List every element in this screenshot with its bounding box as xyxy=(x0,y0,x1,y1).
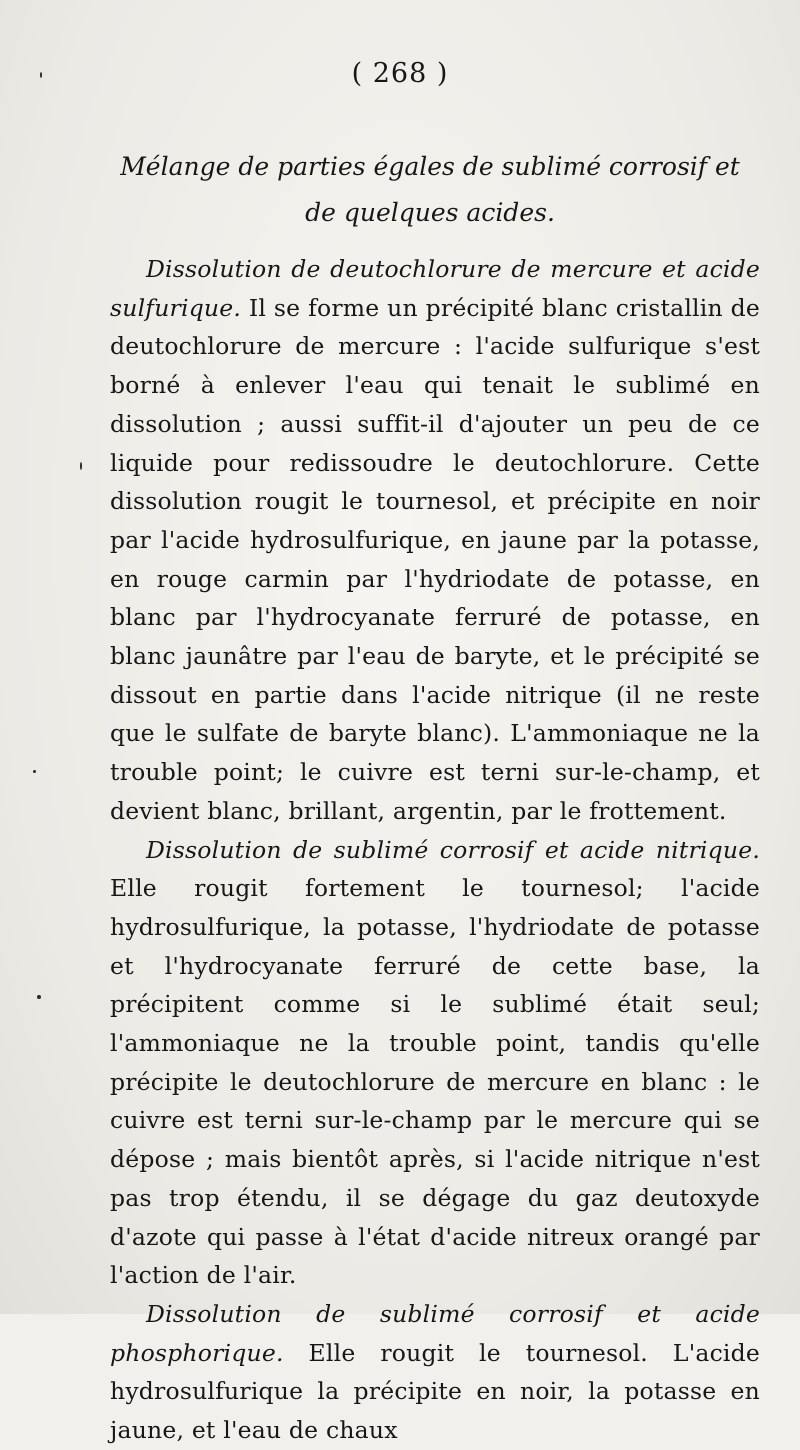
ink-speck xyxy=(37,995,41,999)
page-number: ( 268 ) xyxy=(351,58,449,89)
section-heading: Mélange de parties égales de sublimé corrosif et de quelques acides. xyxy=(120,152,740,227)
paragraph-text: Elle rougit fortement le tournesol; l'acide hydrosulfurique, la potasse, l'hydriodate de potasse et l'hydrocyanate ferruré de cette base, la précipitent comme si le sublimé était seul; l'ammoniaque ne la trouble point, tandis qu'elle précipite le deutochlorure de mercure en blanc : le cuivre est terni sur-le-champ par le mercure qui se dépose ; mais bientôt après, si l'acide nitrique n'est pas trop étendu, il se dégage du gaz deutoxyde d'azote qui passe à l'état d'acide nitreux orangé par l'action de l'air. xyxy=(110,874,760,1290)
paragraph-text: Il se forme un précipité blanc cristallin de deutochlorure de mercure : l'acide sulfurique s'est borné à enlever l'eau qui tenait le sublimé en dissolution ; aussi suffit-il d'ajouter un peu de ce liquide pour redissoudre le deutochlorure. Cette dissolution rougit le tournesol, et précipite en noir par l'acide hydrosulfurique, en jaune par la potasse, en rouge carmin par l'hydriodate de potasse, en blanc par l'hydrocyanate ferruré de potasse, en blanc jaunâtre par l'eau de baryte, et le précipité se dissout en partie dans l'acide nitrique (il ne reste que le sulfate de baryte blanc). L'ammoniaque ne la trouble point; le cuivre est terni sur-le-champ, et devient blanc, brillant, argentin, par le frottement. xyxy=(110,293,760,825)
paragraph-nitrique xyxy=(110,831,760,1295)
ink-speck xyxy=(80,462,82,470)
paragraph-sulfurique xyxy=(110,250,760,831)
body-text xyxy=(110,250,760,1450)
ink-speck xyxy=(33,770,36,773)
paragraph-phosphorique xyxy=(110,1295,760,1450)
paragraph-lead: Dissolution de sublimé corrosif et acide phosphorique. xyxy=(110,1299,760,1367)
paragraph-lead: Dissolution de sublimé corrosif et acide nitrique. xyxy=(146,835,760,864)
paragraph-lead: Dissolution de deutochlorure de mercure et acide sulfurique. xyxy=(110,255,760,322)
paragraph-text: Elle rougit le tournesol. L'acide hydrosulfurique la précipite en noir, la potasse en jaune, et l'eau de chaux xyxy=(110,1338,760,1445)
